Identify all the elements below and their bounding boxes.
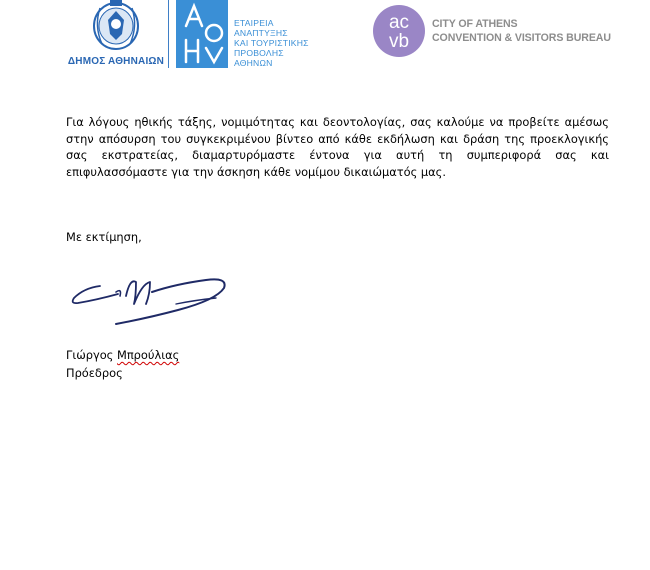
municipal-crest-icon: [88, 0, 144, 52]
athens-aoh-mark-icon: [176, 0, 228, 68]
signer-first-name: Γιώργος: [66, 348, 114, 362]
signer-title: Πρόεδρος: [66, 366, 123, 380]
aoh-line: ΑΘΗΝΩΝ: [234, 58, 273, 68]
aoh-line: ΕΤΑΙΡΕΙΑ: [234, 18, 274, 28]
signer-surname: Μπρούλιας: [117, 348, 180, 362]
acvb-logo: [372, 4, 611, 60]
aoh-line: ΠΡΟΒΟΛΗΣ: [234, 48, 284, 58]
letterhead: [0, 0, 650, 72]
acvb-name: [432, 17, 611, 45]
letter-body-line: Για λόγους ηθικής τάξης, νομιμότητας και δεοντολογίας, σας καλούμε να προβείτε αμέσως: [66, 115, 609, 129]
acvb-circle-bottom: vb: [388, 31, 410, 52]
aoh-line: ΚΑΙ ΤΟΥΡΙΣΤΙΚΗΣ: [234, 38, 309, 48]
municipality-name: ΔΗΜΟΣ ΑΘΗΝΑΙΩΝ: [67, 56, 165, 67]
development-company-logo: [176, 0, 321, 70]
closing-salutation: Με εκτίμηση,: [66, 230, 142, 244]
acvb-circle-icon: [372, 4, 426, 58]
letter-body-line: επιφυλασσόμαστε για την άσκηση κάθε νομίμου δικαιώματός μας.: [66, 164, 446, 179]
municipality-logo: [66, 0, 166, 70]
acvb-line2: CONVENTION & VISITORS BUREAU: [432, 32, 611, 44]
acvb-line1: CITY OF ATHENS: [432, 18, 518, 30]
letter-body-line: στην απόσυρση του συγκεκριμένου βίντεο από κάθε εκδήλωση και δράση της προεκλογικής: [66, 131, 609, 146]
letter-body-line: σας εκστρατείας, διαμαρτυρόμαστε έντονα για αυτή τη συμπεριφορά σας και: [66, 148, 609, 162]
handwritten-signature: [66, 266, 244, 328]
acvb-circle-top: ac: [388, 12, 410, 33]
aoh-line: ΑΝΑΠΤΥΞΗΣ: [234, 28, 288, 38]
letter-body: [66, 114, 609, 180]
signer-name: [66, 347, 179, 363]
logo-divider: [168, 0, 169, 68]
development-company-name: [234, 18, 324, 68]
